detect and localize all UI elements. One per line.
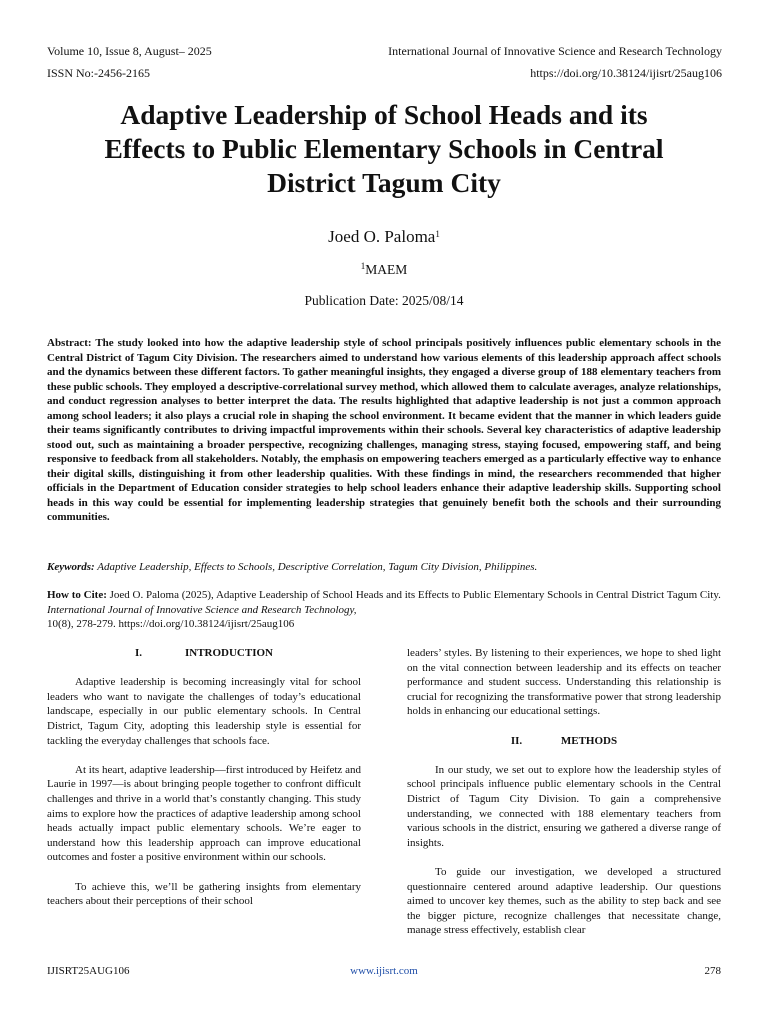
author-affiliation-mark: 1 xyxy=(435,229,440,239)
footer-page-number: 278 xyxy=(704,965,721,977)
intro-paragraph-3: To achieve this, we’ll be gathering insights from elementary teachers about their perceptions of their school xyxy=(47,880,361,908)
title-line-1: Adaptive Leadership of School Heads and its xyxy=(120,99,648,130)
author-name: Joed O. Paloma xyxy=(328,227,436,246)
methods-paragraph-1: In our study, we set out to explore how the leadership styles of school principals influence public elementary schools in the Central District of Tagum City Division. To gain a comprehensive understanding, we connected with 188 elementary teachers from various schools in the district, ensuring we gathered a diverse range of insights. xyxy=(407,763,721,849)
intro-paragraph-2: At its heart, adaptive leadership—first introduced by Heifetz and Laurie in 1997—is about bringing people together to confront difficult challenges and thrive in a world that’s constantly changing. This study aims to explore how the practices of adaptive leadership among school heads actually impact public elementary schools. We’re eager to understand how this leadership approach can improve educational outcomes and foster a positive environment within our schools. xyxy=(47,763,361,864)
publication-date: Publication Date: 2025/08/14 xyxy=(304,293,464,308)
cite-text: Joed O. Paloma (2025), Adaptive Leadership of School Heads and its Effects to Public Elementary Schools in Central District Tagum City. xyxy=(106,589,721,601)
affiliation-text: MAEM xyxy=(365,262,408,277)
section-title: METHODS xyxy=(560,734,618,747)
section-number: II. xyxy=(510,734,523,747)
header-journal-name: International Journal of Innovative Science and Research Technology xyxy=(388,44,722,58)
abstract: Abstract: The study looked into how the adaptive leadership style of school principals positively influences public elementary schools in the Central District of Tagum City Division. The researchers aimed to understand how various elements of this leadership approach affect schools and the dynamics between these different factors. To gather meaningful insights, they engaged a diverse group of 188 elementary teachers from these public schools. They employed a descriptive-correlational survey method, which allowed them to calculate averages, analyze relationships, and conduct regression analyses to better interpret the data. The results highlighted that adaptive leadership is not just a common approach among school leaders; it also plays a crucial role in shaping the school environment. It became evident that the manner in which leaders guide their teams significantly contributes to driving impactful improvements within their schools. Several key characteristics of adaptive leadership stood out, such as maintaining a broader perspective, recognizing challenges, managing stress, staying focused, empowering staff, and being responsive to feedback from all stakeholders. Notably, the emphasis on empowering teachers emerged as a particularly effective way to enhance their digital skills, distinguishing it from other leadership qualities. With these findings in mind, the researchers recommended that higher officials in the Department of Education consider strategies to help school leaders enhance their adaptive leadership skills. Supporting school heads in this way could be essential for implementing leadership strategies that genuinely benefit both the schools and their surrounding communities. xyxy=(47,337,721,523)
title-line-2: Effects to Public Elementary Schools in Central xyxy=(104,133,664,164)
header-doi[interactable]: https://doi.org/10.38124/ijisrt/25aug106 xyxy=(530,66,722,80)
intro-paragraph-1: Adaptive leadership is becoming increasingly vital for school leaders who want to navigate the challenges of today’s educational landscape, especially in our public elementary schools. In Central District, Tagum City, adopting this leadership style is essential for tackling the everyday challenges that schools face. xyxy=(47,676,361,747)
cite-journal: International Journal of Innovative Science and Research Technology, xyxy=(47,603,357,616)
cite-rest[interactable]: 10(8), 278-279. https://doi.org/10.38124/ijisrt/25aug106 xyxy=(47,618,295,630)
affiliation-mark: 1 xyxy=(360,261,366,271)
section-heading-methods xyxy=(407,734,721,749)
section-title: INTRODUCTION xyxy=(184,647,273,659)
methods-paragraph-2: To guide our investigation, we developed a structured questionnaire centered around adaptive leadership. Our questions aimed to uncover key themes, such as the ability to step back and see the bigger picture, recognize challenges that necessitate change, manage stress effectively, establish clear xyxy=(407,865,721,937)
intro-paragraph-continuation: leaders’ styles. By listening to their experiences, we hope to shed light on the vital connection between leadership and its effects on teacher performance and student success. Understanding this relationship is crucial for recognizing the transformative power that strong leadership holds in enhancing our educational settings. xyxy=(407,647,721,718)
section-number: I. xyxy=(134,647,143,659)
header-volume: Volume 10, Issue 8, August– 2025 xyxy=(47,44,212,58)
left-column xyxy=(47,646,361,923)
footer-site-link[interactable]: www.ijisrt.com xyxy=(350,965,418,977)
author-line xyxy=(0,227,768,247)
right-column xyxy=(407,646,721,952)
section-heading-introduction xyxy=(47,646,361,661)
keywords-label: Keywords: xyxy=(47,561,95,573)
footer-code: IJISRT25AUG106 xyxy=(47,965,130,977)
keywords-text: Adaptive Leadership, Effects to Schools, Descriptive Correlation, Tagum City Division, Philippines. xyxy=(94,561,538,573)
header-issn: ISSN No:-2456-2165 xyxy=(47,66,151,80)
how-to-cite xyxy=(47,588,721,632)
keywords xyxy=(47,560,721,575)
paper-title xyxy=(40,98,728,200)
cite-label: How to Cite: xyxy=(47,589,107,601)
title-line-3: District Tagum City xyxy=(267,167,501,198)
affiliation-line xyxy=(0,262,768,278)
